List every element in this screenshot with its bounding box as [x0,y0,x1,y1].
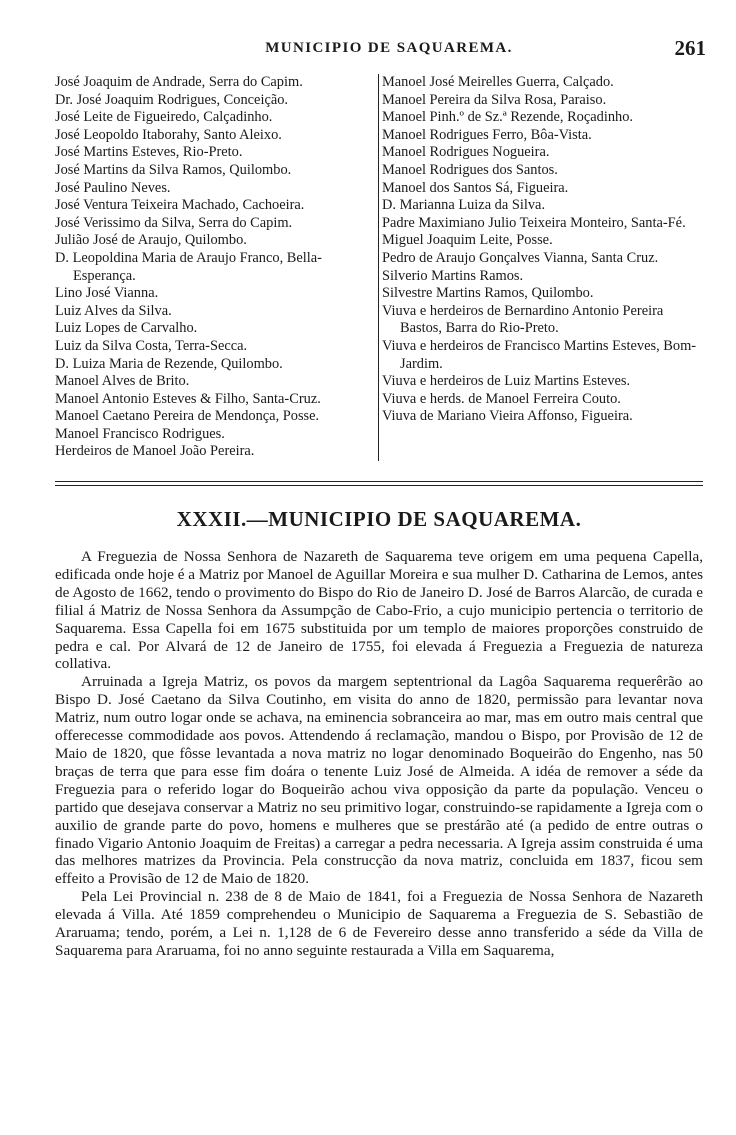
list-item: Pedro de Araujo Gonçalves Vianna, Santa Cruz. [382,249,659,266]
paragraph: A Freguezia de Nossa Senhora de Nazareth de Saquarema teve origem em uma pequena Capella, edificada onde hoje é a Matriz por Manoel de Aguillar Moreira e sua mulher D. Catharina de Lemos, antes de Agosto de 1662, tendo o provimento do Bispo do Rio de Janeiro D. José de Barros Alarcão, de curada e filial á Matriz de Nossa Senhora da Assumpção de Cabo-Frio, a cujo municipio pertencia o territorio de Saquarema. Essa Capella foi em 1675 substituida por um templo de maiores proporções construido de pedra e cal. Por Alvará de 12 de Janeiro de 1755, foi elevada á Freguezia a Freguezia de natureza collativa. [55,548,703,673]
list-item: Dr. José Joaquim Rodrigues, Conceição. [55,91,289,108]
list-item: Manoel Pereira da Silva Rosa, Paraiso. [382,91,607,108]
list-item: Manoel dos Santos Sá, Figueira. [382,179,569,196]
list-item: Viuva e herdeiros de Bernardino Antonio Pereira Bastos, Barra do Rio-Preto. [382,302,664,337]
list-column-right [382,74,703,461]
list-item: José Verissimo da Silva, Serra do Capim. [55,214,293,231]
list-item: José Martins da Silva Ramos, Quilombo. [55,161,292,178]
list-item: Manoel Rodrigues dos Santos. [382,161,558,178]
section-body [55,548,703,960]
list-item: José Martins Esteves, Rio-Preto. [55,144,243,161]
list-item: D. Marianna Luiza da Silva. [382,197,546,214]
list-item: Viuva e herds. de Manoel Ferreira Couto. [382,390,621,407]
list-item: D. Leopoldina Maria de Araujo Franco, Bella-Esperança. [55,249,322,284]
list-column-left [55,74,377,461]
list-item: Manoel José Meirelles Guerra, Calçado. [382,74,614,90]
list-item: Manoel Antonio Esteves & Filho, Santa-Cruz. [55,390,321,407]
list-item: D. Luiza Maria de Rezende, Quilombo. [55,355,283,372]
list-item: Viuva e herdeiros de Francisco Martins Esteves, Bom-Jardim. [382,337,697,372]
running-title: MUNICIPIO DE SAQUAREMA. [265,40,513,56]
list-item: José Ventura Teixeira Machado, Cachoeira. [55,197,305,214]
list-item: Herdeiros de Manoel João Pereira. [55,443,255,460]
section-rule-top [55,481,703,482]
list-item: Manoel Caetano Pereira de Mendonça, Posse. [55,408,320,425]
column-divider [378,74,379,461]
paragraph: Arruinada a Igreja Matriz, os povos da margem septentrional da Lagôa Saquarema requerêrão ao Bispo D. José Caetano da Silva Coutinho, em visita do anno de 1820, permissão para levantar nova Matriz, num outro logar onde se achava, na eminencia sobranceira ao mar, mas em outro mais central que offerecesse commodidade aos povos. Attendendo á reclamação, mandou o Bispo, por Provisão de 12 de Maio de 1820, que fôsse levantada a nova matriz no logar denominado Boqueirão do Engenho, nas 50 braças de terra que para esse fim doára o tenente Luiz José de Almeida. A idéa de remover a séde da Freguezia para o referido logar do Boqueirão achou viva opposição da parte da população. Venceu o partido que desejava conservar a Matriz no seu primitivo logar, construindo-se rapidamente a Igreja com o auxilio de grande parte do povo, homens e mulheres que se prestárão até (a pedido de entre outras o finado Vigario Antonio Joaquim de Freitas) a carregar a pedra necessaria. A Igreja assim construida é uma das melhores matrizes da Provincia. Pela construcção da nova matriz, concluida em 1837, ficou sem effeito a Provisão de 12 de Maio de 1820. [55,673,703,888]
list-item: Miguel Joaquim Leite, Posse. [382,232,553,249]
landowner-list [55,74,703,461]
list-item: Manoel Rodrigues Ferro, Bôa-Vista. [382,126,592,143]
list-item: Luiz da Silva Costa, Terra-Secca. [55,337,248,354]
section-rule-bottom [55,485,703,486]
list-item: Viuva e herdeiros de Luiz Martins Esteves. [382,373,631,390]
list-item: Luiz Alves da Silva. [55,302,172,319]
list-item: José Leite de Figueiredo, Calçadinho. [55,109,273,126]
page-number: 261 [674,36,706,60]
list-item: Luiz Lopes de Carvalho. [55,320,198,337]
running-head [70,38,708,64]
list-item: Viuva de Mariano Vieira Affonso, Figueira. [382,408,633,425]
list-item: José Paulino Neves. [55,179,171,196]
list-item: Silvestre Martins Ramos, Quilombo. [382,285,594,302]
list-item: José Joaquim de Andrade, Serra do Capim. [55,74,303,90]
list-item: Manoel Francisco Rodrigues. [55,425,225,442]
list-item: Padre Maximiano Julio Teixeira Monteiro, Santa-Fé. [382,214,686,231]
paragraph: Pela Lei Provincial n. 238 de 8 de Maio de 1841, foi a Freguezia de Nossa Senhora de Nazareth elevada á Villa. Até 1859 comprehendeu o Municipio de Saquarema a Freguezia de S. Sebastião de Araruama; tendo, porém, a Lei n. 1,128 de 6 de Fevereiro desse anno transferido a séde da Villa de Saquarema para Araruama, foi no anno seguinte restaurada a Villa em Saquarema, [55,888,703,959]
list-item: Manoel Pinh.º de Sz.ª Rezende, Roçadinho. [382,109,634,126]
list-item: Lino José Vianna. [55,285,159,302]
list-item: Silverio Martins Ramos. [382,267,524,284]
list-item: José Leopoldo Itaborahy, Santo Aleixo. [55,126,282,143]
list-item: Manoel Alves de Brito. [55,373,190,390]
list-item: Julião José de Araujo, Quilombo. [55,232,247,249]
list-item: Manoel Rodrigues Nogueira. [382,144,550,161]
section-title: XXXII.—MUNICIPIO DE SAQUAREMA. [176,507,582,531]
